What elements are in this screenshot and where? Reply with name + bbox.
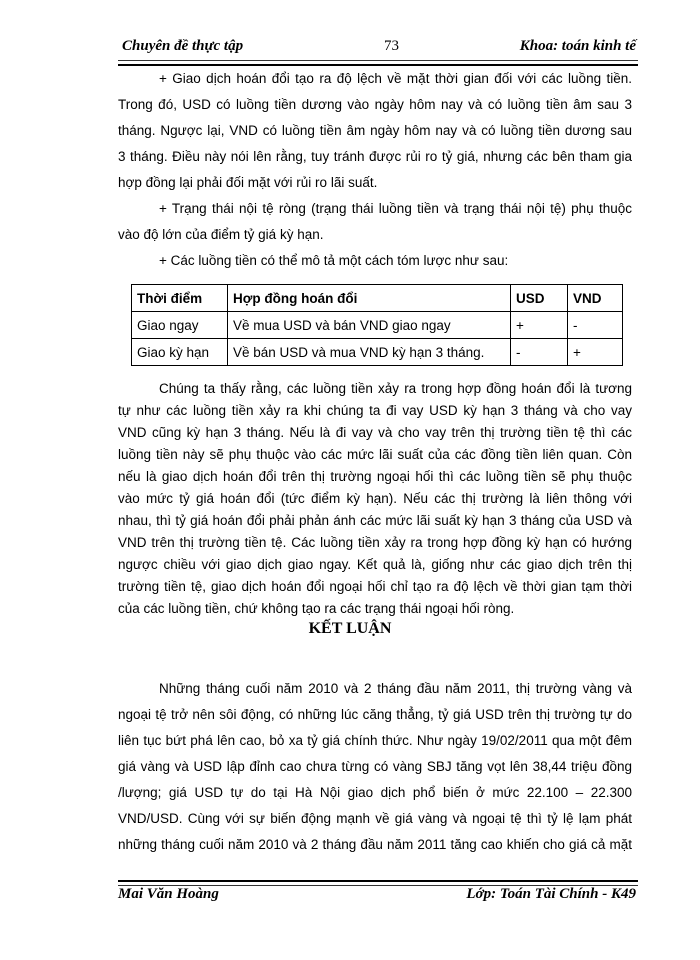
table-cell: - bbox=[568, 312, 623, 339]
text-line: ngoại tệ trở nên sôi động, có những lúc căng thẳng, tỷ giá USD trên thị trường tự do bbox=[118, 707, 632, 722]
table-cell: Về mua USD và bán VND giao ngay bbox=[228, 312, 511, 339]
text-line: VND trên thị trường tiền tệ. Các luồng tiền xảy ra trong hợp đồng kỳ hạn có hướng bbox=[118, 535, 632, 550]
table-cell: Về bán USD và mua VND kỳ hạn 3 tháng. bbox=[228, 339, 511, 366]
paragraph-2 bbox=[118, 196, 632, 248]
text-line: liên tục bứt phá lên cao, bỏ xa tỷ giá chính thức. Như ngày 19/02/2011 qua một đêm bbox=[118, 733, 632, 748]
paragraph-3 bbox=[118, 248, 632, 274]
paragraph-1 bbox=[118, 66, 632, 196]
table-header-cell: Hợp đồng hoán đổi bbox=[228, 285, 511, 312]
table-header-cell: Thời điểm bbox=[132, 285, 228, 312]
text-line: trường tiền tệ, giao dịch hoán đổi ngoại hối chỉ tạo ra độ lệch về thời gian tạm thời bbox=[118, 579, 632, 594]
paragraph-5 bbox=[118, 676, 632, 858]
text-line: vào độ lớn của điểm tỷ giá kỳ hạn. bbox=[118, 227, 324, 242]
page-header bbox=[122, 38, 636, 60]
text-line: nếu là giao dịch hoán đổi trên thị trường ngoại hối thì các luồng tiền sẽ phụ thuộc bbox=[118, 469, 632, 484]
text-line: những tháng cuối năm 2010 và 2 tháng đầu năm 2011 tăng cao khiến cho giá cả mặt bbox=[118, 837, 632, 852]
table-cell: - bbox=[511, 339, 568, 366]
text-line: luồng tiền này sẽ phụ thuộc vào các mức lãi suất của các đồng tiền liên quan. Còn bbox=[118, 447, 632, 462]
table-cell: Giao kỳ hạn bbox=[132, 339, 228, 366]
table-header-cell: VND bbox=[568, 285, 623, 312]
table-cell: + bbox=[511, 312, 568, 339]
text-line: giá vàng và USD lập đỉnh cao chưa từng có vàng SBJ tăng vọt lên 38,44 triệu đồng bbox=[118, 759, 632, 774]
footer-class: Lớp: Toán Tài Chính - K49 bbox=[466, 886, 636, 902]
text-line: Những tháng cuối năm 2010 và 2 tháng đầu năm 2011, thị trường vàng và bbox=[159, 681, 632, 696]
section-title: KẾT LUẬN bbox=[308, 620, 392, 637]
table-cell: + bbox=[568, 339, 623, 366]
text-line: Chúng ta thấy rằng, các luồng tiền xảy ra trong hợp đồng hoán đổi là tương bbox=[159, 381, 632, 396]
table-header-cell: USD bbox=[511, 285, 568, 312]
text-line: /lượng; giá USD tự do tại Hà Nội giao dịch phổ biến ở mức 22.100 – 22.300 bbox=[118, 785, 632, 800]
text-line: + Trạng thái nội tệ ròng (trạng thái luồng tiền và trạng thái nội tệ) phụ thuộc bbox=[159, 201, 632, 216]
table-row bbox=[132, 339, 623, 366]
page-number: 73 bbox=[384, 38, 399, 54]
text-line: VND/USD. Cùng với sự biến động mạnh về giá vàng và ngoại tệ thì tỷ lệ lạm phát bbox=[118, 811, 632, 826]
text-line: VND cũng kỳ hạn 3 tháng. Nếu là đi vay và cho vay trên thị trường tiền tệ thì các bbox=[118, 425, 632, 440]
text-line: vào mức tỷ giá hoán đổi (tức điểm kỳ hạn). Nếu các thị trường là liên thông với bbox=[118, 491, 632, 506]
paragraph-4 bbox=[118, 378, 632, 620]
text-line: của các luồng tiền, chứ không tạo ra các trạng thái ngoại hối ròng. bbox=[118, 601, 515, 616]
table-cell: Giao ngay bbox=[132, 312, 228, 339]
footer-author: Mai Văn Hoàng bbox=[118, 886, 219, 902]
text-line: 3 tháng. Điều này nói lên rằng, tuy tránh được rủi ro tỷ giá, nhưng các bên tham gia bbox=[118, 149, 632, 164]
page-footer bbox=[118, 886, 636, 908]
cash-flow-table bbox=[131, 284, 623, 366]
text-line: Trong đó, USD có luồng tiền dương vào ngày hôm nay và có luồng tiền âm sau 3 bbox=[118, 97, 632, 112]
header-right-title: Khoa: toán kinh tế bbox=[519, 38, 636, 54]
text-line: tháng. Ngược lại, VND có luồng tiền âm ngày hôm nay và có luồng tiền dương sau bbox=[118, 123, 632, 138]
table-row bbox=[132, 312, 623, 339]
text-line: nhau, thì tỷ giá hoán đổi phải phản ánh các mức lãi suất kỳ hạn 3 tháng của USD và bbox=[118, 513, 632, 528]
text-line: + Các luồng tiền có thể mô tả một cách tóm lược như sau: bbox=[159, 253, 509, 268]
table-header-row bbox=[132, 285, 623, 312]
text-line: + Giao dịch hoán đổi tạo ra độ lệch về mặt thời gian đối với các luồng tiền. bbox=[159, 71, 632, 86]
header-left-title: Chuyên đề thực tập bbox=[122, 38, 244, 54]
text-line: tự như các luồng tiền xảy ra khi chúng ta đi vay USD kỳ hạn 3 tháng và cho vay bbox=[118, 403, 632, 418]
text-line: ngược chiều với giao dịch giao ngay. Kết quả là, giống như các giao dịch trên thị bbox=[118, 557, 632, 572]
text-line: hợp đồng lại phải đối mặt với rủi ro lãi suất. bbox=[118, 175, 378, 190]
